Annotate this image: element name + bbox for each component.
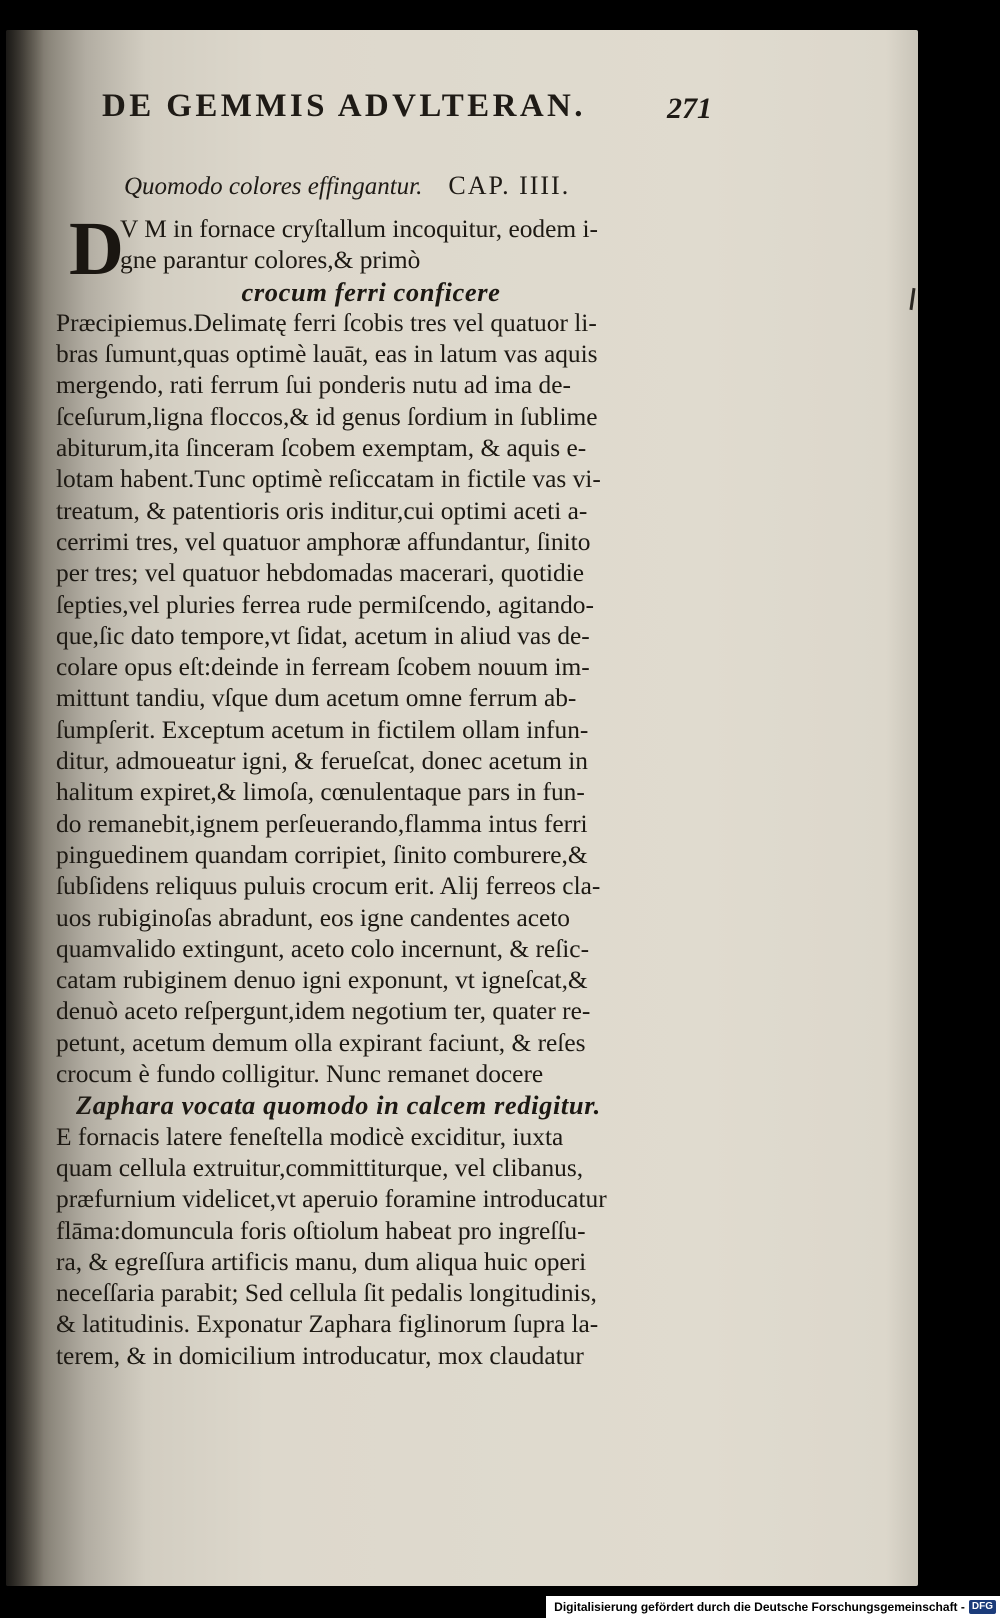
text-line: lotam habent.Tunc optimè reſiccatam in fictile vas vi- bbox=[56, 465, 601, 494]
text-line: ſepties,vel pluries ferrea rude permiſcendo, agitando- bbox=[56, 590, 594, 619]
funding-credit-banner bbox=[546, 1596, 1000, 1618]
text-line: colare opus eſt:deinde in ferream ſcobem nouum im- bbox=[56, 653, 590, 682]
text-line: E fornacis latere feneſtella modicè exciditur, iuxta bbox=[56, 1122, 564, 1151]
text-line: V M in fornace cryſtallum incoquitur, eodem i- bbox=[120, 215, 598, 243]
text-line: mittunt tandiu, vſque dum acetum omne ferrum ab- bbox=[56, 684, 577, 713]
text-line: flāma:domuncula foris oſtiolum habeat pro ingreſſu- bbox=[56, 1216, 586, 1245]
chapter-label: CAP. IIII. bbox=[448, 171, 571, 200]
text-line: uos rubiginoſas abradunt, eos igne candentes aceto bbox=[56, 903, 570, 932]
text-line: ditur, admoueatur igni, & ferueſcat, donec acetum in bbox=[56, 747, 588, 776]
page-edge-mark bbox=[909, 288, 915, 310]
text-line: quam cellula extruitur,committiturque, vel clibanus, bbox=[56, 1153, 584, 1182]
text-line: denuò aceto reſpergunt,idem negotium ter, quater re- bbox=[56, 997, 591, 1026]
text-line: do remanebit,ignem perſeuerando,flamma intus ferri bbox=[56, 809, 588, 838]
book-page bbox=[6, 30, 918, 1586]
text-line: treatum, & patentioris oris inditur,cui optimi aceti a- bbox=[56, 496, 588, 525]
text-line: cerrimi tres, vel quatuor amphoræ affundantur, ſinito bbox=[56, 527, 591, 556]
text-line: Præcipiemus.Delimatę ferri ſcobis tres vel quatuor li- bbox=[56, 308, 597, 337]
text-line: ſceſurum,ligna floccos,& id genus ſordium in ſublime bbox=[56, 402, 598, 431]
text-line: quamvalido extingunt, aceto colo incernunt, & reſic- bbox=[56, 934, 590, 963]
text-line: ra, & egreſſura artificis manu, dum aliqua huic operi bbox=[56, 1247, 587, 1276]
chapter-heading bbox=[124, 171, 684, 215]
gutter-shadow bbox=[6, 30, 44, 1586]
text-line: catam rubiginem denuo igni exponunt, vt igneſcat,& bbox=[56, 966, 588, 995]
text-line: gne parantur colores,& primò bbox=[120, 246, 421, 275]
text-line: bras ſumunt,quas optimè lauāt, eas in latum vas aquis bbox=[56, 340, 598, 369]
funding-credit-text: Digitalisierung gefördert durch die Deutsche Forschungsgemeinschaft - bbox=[554, 1600, 965, 1614]
text-line: ſumpſerit. Exceptum acetum in fictilem ollam infun- bbox=[56, 715, 589, 744]
text-line: ſubſidens reliquus puluis crocum erit. Alij ferreos cla- bbox=[56, 872, 601, 901]
text-line: neceſſaria parabit; Sed cellula ſit pedalis longitudinis, bbox=[56, 1279, 597, 1308]
text-line: halitum expiret,& limoſa, cœnulentaque pars in fun- bbox=[56, 778, 585, 807]
text-line: per tres; vel quatuor hebdomadas macerari, quotidie bbox=[56, 559, 585, 588]
section-heading: crocum ferri conficere bbox=[241, 276, 501, 307]
drop-cap: D bbox=[69, 207, 124, 291]
text-line: petunt, acetum demum olla expirant faciunt, & reſes bbox=[56, 1028, 586, 1057]
chapter-title: Quomodo colores effingantur. bbox=[124, 173, 423, 200]
text-line: terem, & in domicilium introducatur, mox claudatur bbox=[56, 1341, 584, 1370]
running-title: DE GEMMIS ADVLTERAN. bbox=[102, 88, 586, 124]
text-line: pinguedinem quandam corripiet, ſinito comburere,& bbox=[56, 840, 588, 869]
text-line: que,ſic dato tempore,vt ſidat, acetum in aliud vas de- bbox=[56, 621, 590, 650]
dfg-logo: DFG bbox=[969, 1600, 996, 1614]
running-head bbox=[102, 88, 712, 148]
text-line: mergendo, rati ferrum ſui ponderis nutu ad ima de- bbox=[56, 371, 571, 400]
text-line: abiturum,ita ſinceram ſcobem exemptam, & aquis e- bbox=[56, 434, 587, 463]
page-number: 271 bbox=[667, 92, 712, 125]
text-line: præfurnium videlicet,vt aperuio foramine introducatur bbox=[56, 1185, 607, 1214]
section-heading: Zaphara vocata quomodo in calcem redigitur. bbox=[76, 1090, 601, 1121]
text-line: crocum è fundo colligitur. Nunc remanet docere bbox=[56, 1060, 544, 1089]
text-line: & latitudinis. Exponatur Zaphara figlinorum ſupra la- bbox=[56, 1310, 599, 1339]
body-text bbox=[56, 207, 686, 1372]
